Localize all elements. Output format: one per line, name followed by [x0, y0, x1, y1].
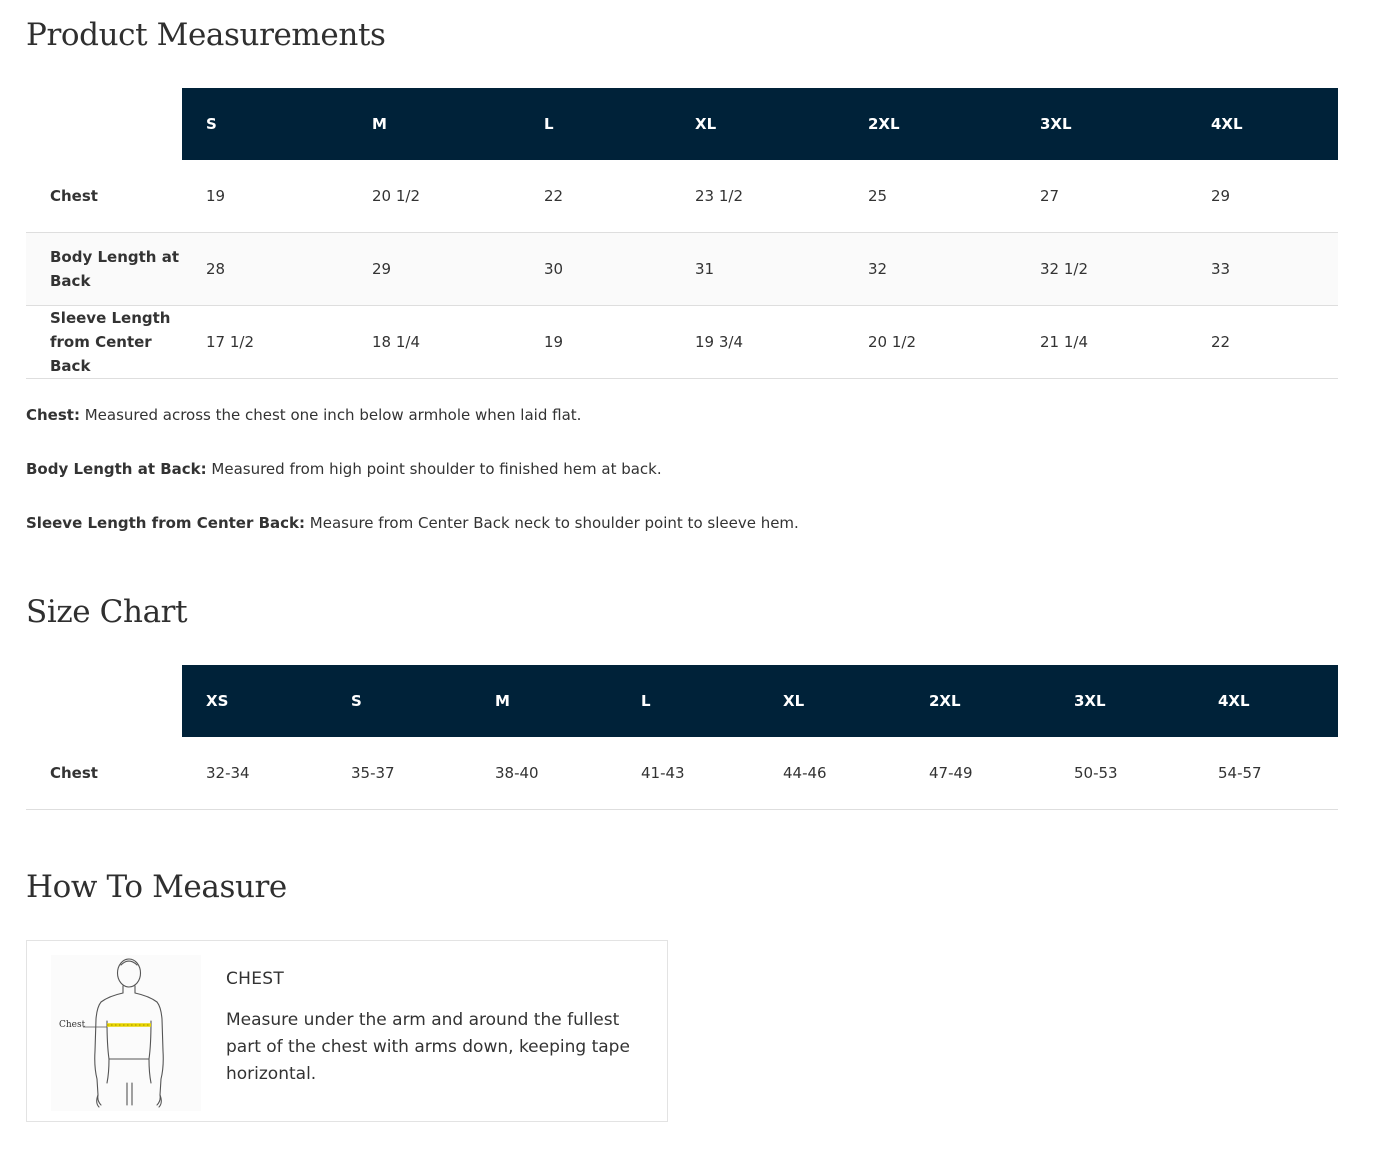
- table-cell: 35-37: [327, 737, 471, 810]
- definition-term: Body Length at Back:: [26, 460, 207, 478]
- definition-term: Sleeve Length from Center Back:: [26, 514, 306, 532]
- size-header: 4XL: [1194, 665, 1338, 737]
- measure-heading: CHEST: [226, 969, 285, 989]
- definition-term: Chest:: [26, 406, 80, 424]
- table-cell: 33: [1187, 233, 1338, 306]
- table-cell: 25: [844, 160, 1016, 233]
- table-cell: 27: [1016, 160, 1187, 233]
- table-cell: 29: [348, 233, 520, 306]
- table-cell: 20 1/2: [348, 160, 520, 233]
- size-header: 4XL: [1187, 88, 1338, 160]
- table-cell: 50-53: [1050, 737, 1194, 810]
- size-header: 2XL: [844, 88, 1016, 160]
- table-cell: 32-34: [182, 737, 327, 810]
- measure-card-chest: [26, 940, 668, 1122]
- header-corner-cell: [26, 665, 182, 737]
- table-cell: 19: [520, 306, 671, 379]
- table-cell: 32 1/2: [1016, 233, 1187, 306]
- table-cell: 32: [844, 233, 1016, 306]
- header-corner-cell: [26, 88, 182, 160]
- definition-sleeve-length: [26, 513, 799, 533]
- row-label: Body Length at Back: [26, 233, 182, 306]
- size-header: S: [327, 665, 471, 737]
- definition-text: Measured from high point shoulder to finished hem at back.: [206, 460, 662, 478]
- table-cell: 19: [182, 160, 348, 233]
- definition-chest: [26, 405, 581, 425]
- definition-body-length: [26, 459, 662, 479]
- row-label: Sleeve Length from Center Back: [26, 306, 182, 379]
- body-outline-icon: [51, 955, 201, 1111]
- table-cell: 38-40: [471, 737, 617, 810]
- table-cell: 22: [1187, 306, 1338, 379]
- size-chart-table: [26, 665, 1338, 810]
- table-row-body-length: [26, 233, 1338, 306]
- table-row-chest: [26, 737, 1338, 810]
- size-chart-title: Size Chart: [26, 594, 188, 630]
- table-cell: 28: [182, 233, 348, 306]
- table-cell: 29: [1187, 160, 1338, 233]
- table-cell: 44-46: [759, 737, 905, 810]
- size-header: 3XL: [1050, 665, 1194, 737]
- size-header: M: [348, 88, 520, 160]
- how-to-measure-title: How To Measure: [26, 869, 287, 905]
- size-header: 3XL: [1016, 88, 1187, 160]
- table-row-chest: [26, 160, 1338, 233]
- table-cell: 54-57: [1194, 737, 1338, 810]
- size-header: 2XL: [905, 665, 1050, 737]
- table-cell: 30: [520, 233, 671, 306]
- table-cell: 17 1/2: [182, 306, 348, 379]
- size-header: L: [520, 88, 671, 160]
- table-cell: 18 1/4: [348, 306, 520, 379]
- size-header: XL: [759, 665, 905, 737]
- table-cell: 20 1/2: [844, 306, 1016, 379]
- row-label: Chest: [26, 737, 182, 810]
- table-cell: 22: [520, 160, 671, 233]
- definition-text: Measured across the chest one inch below armhole when laid flat.: [79, 406, 582, 424]
- size-header: S: [182, 88, 348, 160]
- table-header-row: [26, 88, 1338, 160]
- size-header: XL: [671, 88, 844, 160]
- table-cell: 23 1/2: [671, 160, 844, 233]
- table-cell: 19 3/4: [671, 306, 844, 379]
- table-cell: 47-49: [905, 737, 1050, 810]
- definition-text: Measure from Center Back neck to shoulder point to sleeve hem.: [305, 514, 799, 532]
- table-header-row: [26, 665, 1338, 737]
- table-cell: 21 1/4: [1016, 306, 1187, 379]
- chest-measure-illustration: [51, 955, 201, 1111]
- product-measurements-title: Product Measurements: [26, 17, 386, 53]
- table-cell: 31: [671, 233, 844, 306]
- measure-instructions: Measure under the arm and around the fullest part of the chest with arms down, keeping tape horizontal.: [226, 1010, 630, 1084]
- size-header: L: [617, 665, 759, 737]
- chest-figure-label: Chest: [59, 1020, 86, 1030]
- product-measurements-table: [26, 88, 1338, 379]
- size-header: XS: [182, 665, 327, 737]
- row-label: Chest: [26, 160, 182, 233]
- table-cell: 41-43: [617, 737, 759, 810]
- table-row-sleeve-length: [26, 306, 1338, 379]
- size-header: M: [471, 665, 617, 737]
